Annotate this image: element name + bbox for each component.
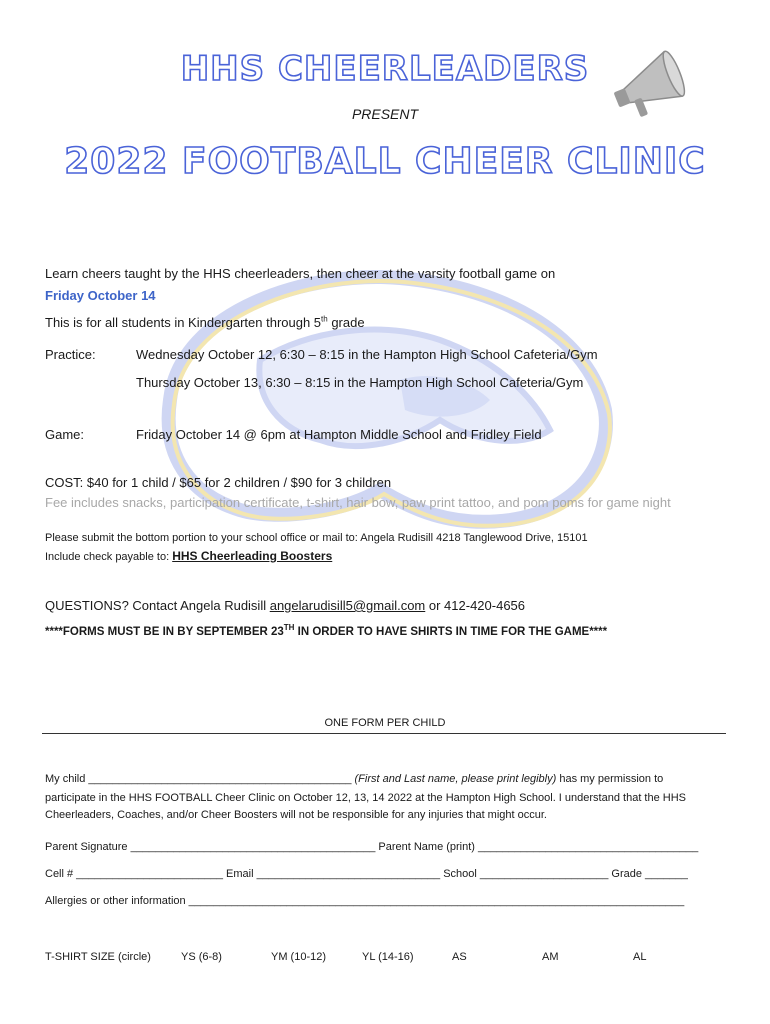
intro-text: Learn cheers taught by the HHS cheerleaders, then cheer at the varsity football game on xyxy=(45,266,556,281)
size-option[interactable]: YM (10-12) xyxy=(271,951,327,963)
child-permission-line xyxy=(45,772,663,786)
fee-includes: Fee includes snacks, participation certificate, t-shirt, hair bow, paw print tattoo, and pom poms for game night xyxy=(45,495,671,510)
paw-watermark xyxy=(150,270,620,530)
check-pre: Include check payable to: xyxy=(45,551,173,563)
questions-pre: QUESTIONS? Contact Angela Rudisill xyxy=(45,598,270,613)
allergies-row[interactable]: Allergies or other information _________________________________________________________________________________ xyxy=(45,895,685,907)
form-heading: ONE FORM PER CHILD xyxy=(324,717,446,729)
grades-pre: This is for all students in Kindergarten through 5 xyxy=(45,315,322,330)
questions-line xyxy=(45,598,525,614)
game-details: Friday October 14 @ 6pm at Hampton Middle School and Fridley Field xyxy=(136,427,542,442)
grades-text xyxy=(45,315,365,331)
page-title: HHS CHEERLEADERS xyxy=(180,49,590,89)
payee: HHS Cheerleading Boosters xyxy=(172,549,333,563)
child-name-field[interactable]: My child ___________________________________________ xyxy=(45,773,355,785)
practice-1: Wednesday October 12, 6:30 – 8:15 in the Hampton High School Cafeteria/Gym xyxy=(136,347,598,362)
practice-label: Practice: xyxy=(45,347,96,362)
check-payable xyxy=(45,549,332,564)
grades-post: grade xyxy=(327,315,365,330)
child-post: has my permission to xyxy=(556,773,664,785)
size-option[interactable]: AS xyxy=(452,951,467,963)
grades-sup: th xyxy=(321,314,328,324)
deadline-post: IN ORDER TO HAVE SHIRTS IN TIME FOR THE GAME**** xyxy=(294,626,608,638)
game-date: Friday October 14 xyxy=(45,288,156,303)
game-label: Game: xyxy=(45,427,85,442)
practice-2: Thursday October 13, 6:30 – 8:15 in the Hampton High School Cafeteria/Gym xyxy=(136,375,584,390)
size-option[interactable]: AM xyxy=(542,951,559,963)
contact-info-row[interactable]: Cell # ________________________ Email ______________________________ School _____________________ Grade _______ xyxy=(45,868,688,880)
form-divider xyxy=(42,733,726,734)
child-note: (First and Last name, please print legibly) xyxy=(354,773,557,785)
questions-post: or 412-420-4656 xyxy=(425,598,526,613)
size-option[interactable]: AL xyxy=(633,951,647,963)
deadline-pre: ****FORMS MUST BE IN BY SEPTEMBER 23 xyxy=(45,626,284,638)
parent-signature-row[interactable]: Parent Signature ________________________________________ Parent Name (print) ____________________________________ xyxy=(45,841,699,853)
cost-text: COST: $40 for 1 child / $65 for 2 children / $90 for 3 children xyxy=(45,475,392,490)
submit-instructions: Please submit the bottom portion to your school office or mail to: Angela Rudisill 4218 Tanglewood Drive, 15101 xyxy=(45,532,588,544)
event-title: 2022 FOOTBALL CHEER CLINIC xyxy=(64,141,706,182)
size-option[interactable]: YS (6-8) xyxy=(181,951,222,963)
permission-line-2: participate in the HHS FOOTBALL Cheer Clinic on October 12, 13, 14 2022 at the Hampton High School. I understand that the HHS xyxy=(45,792,686,804)
present-label: PRESENT xyxy=(351,106,419,122)
permission-line-3: Cheerleaders, Coaches, and/or Cheer Boosters will not be responsible for any injuries that might occur. xyxy=(45,809,547,821)
size-option[interactable]: YL (14-16) xyxy=(362,951,414,963)
contact-email-link[interactable]: angelarudisill5@gmail.com xyxy=(269,598,426,613)
deadline-sup: TH xyxy=(283,623,295,633)
deadline-notice xyxy=(45,623,608,638)
tshirt-size-label: T-SHIRT SIZE (circle) xyxy=(45,951,151,963)
